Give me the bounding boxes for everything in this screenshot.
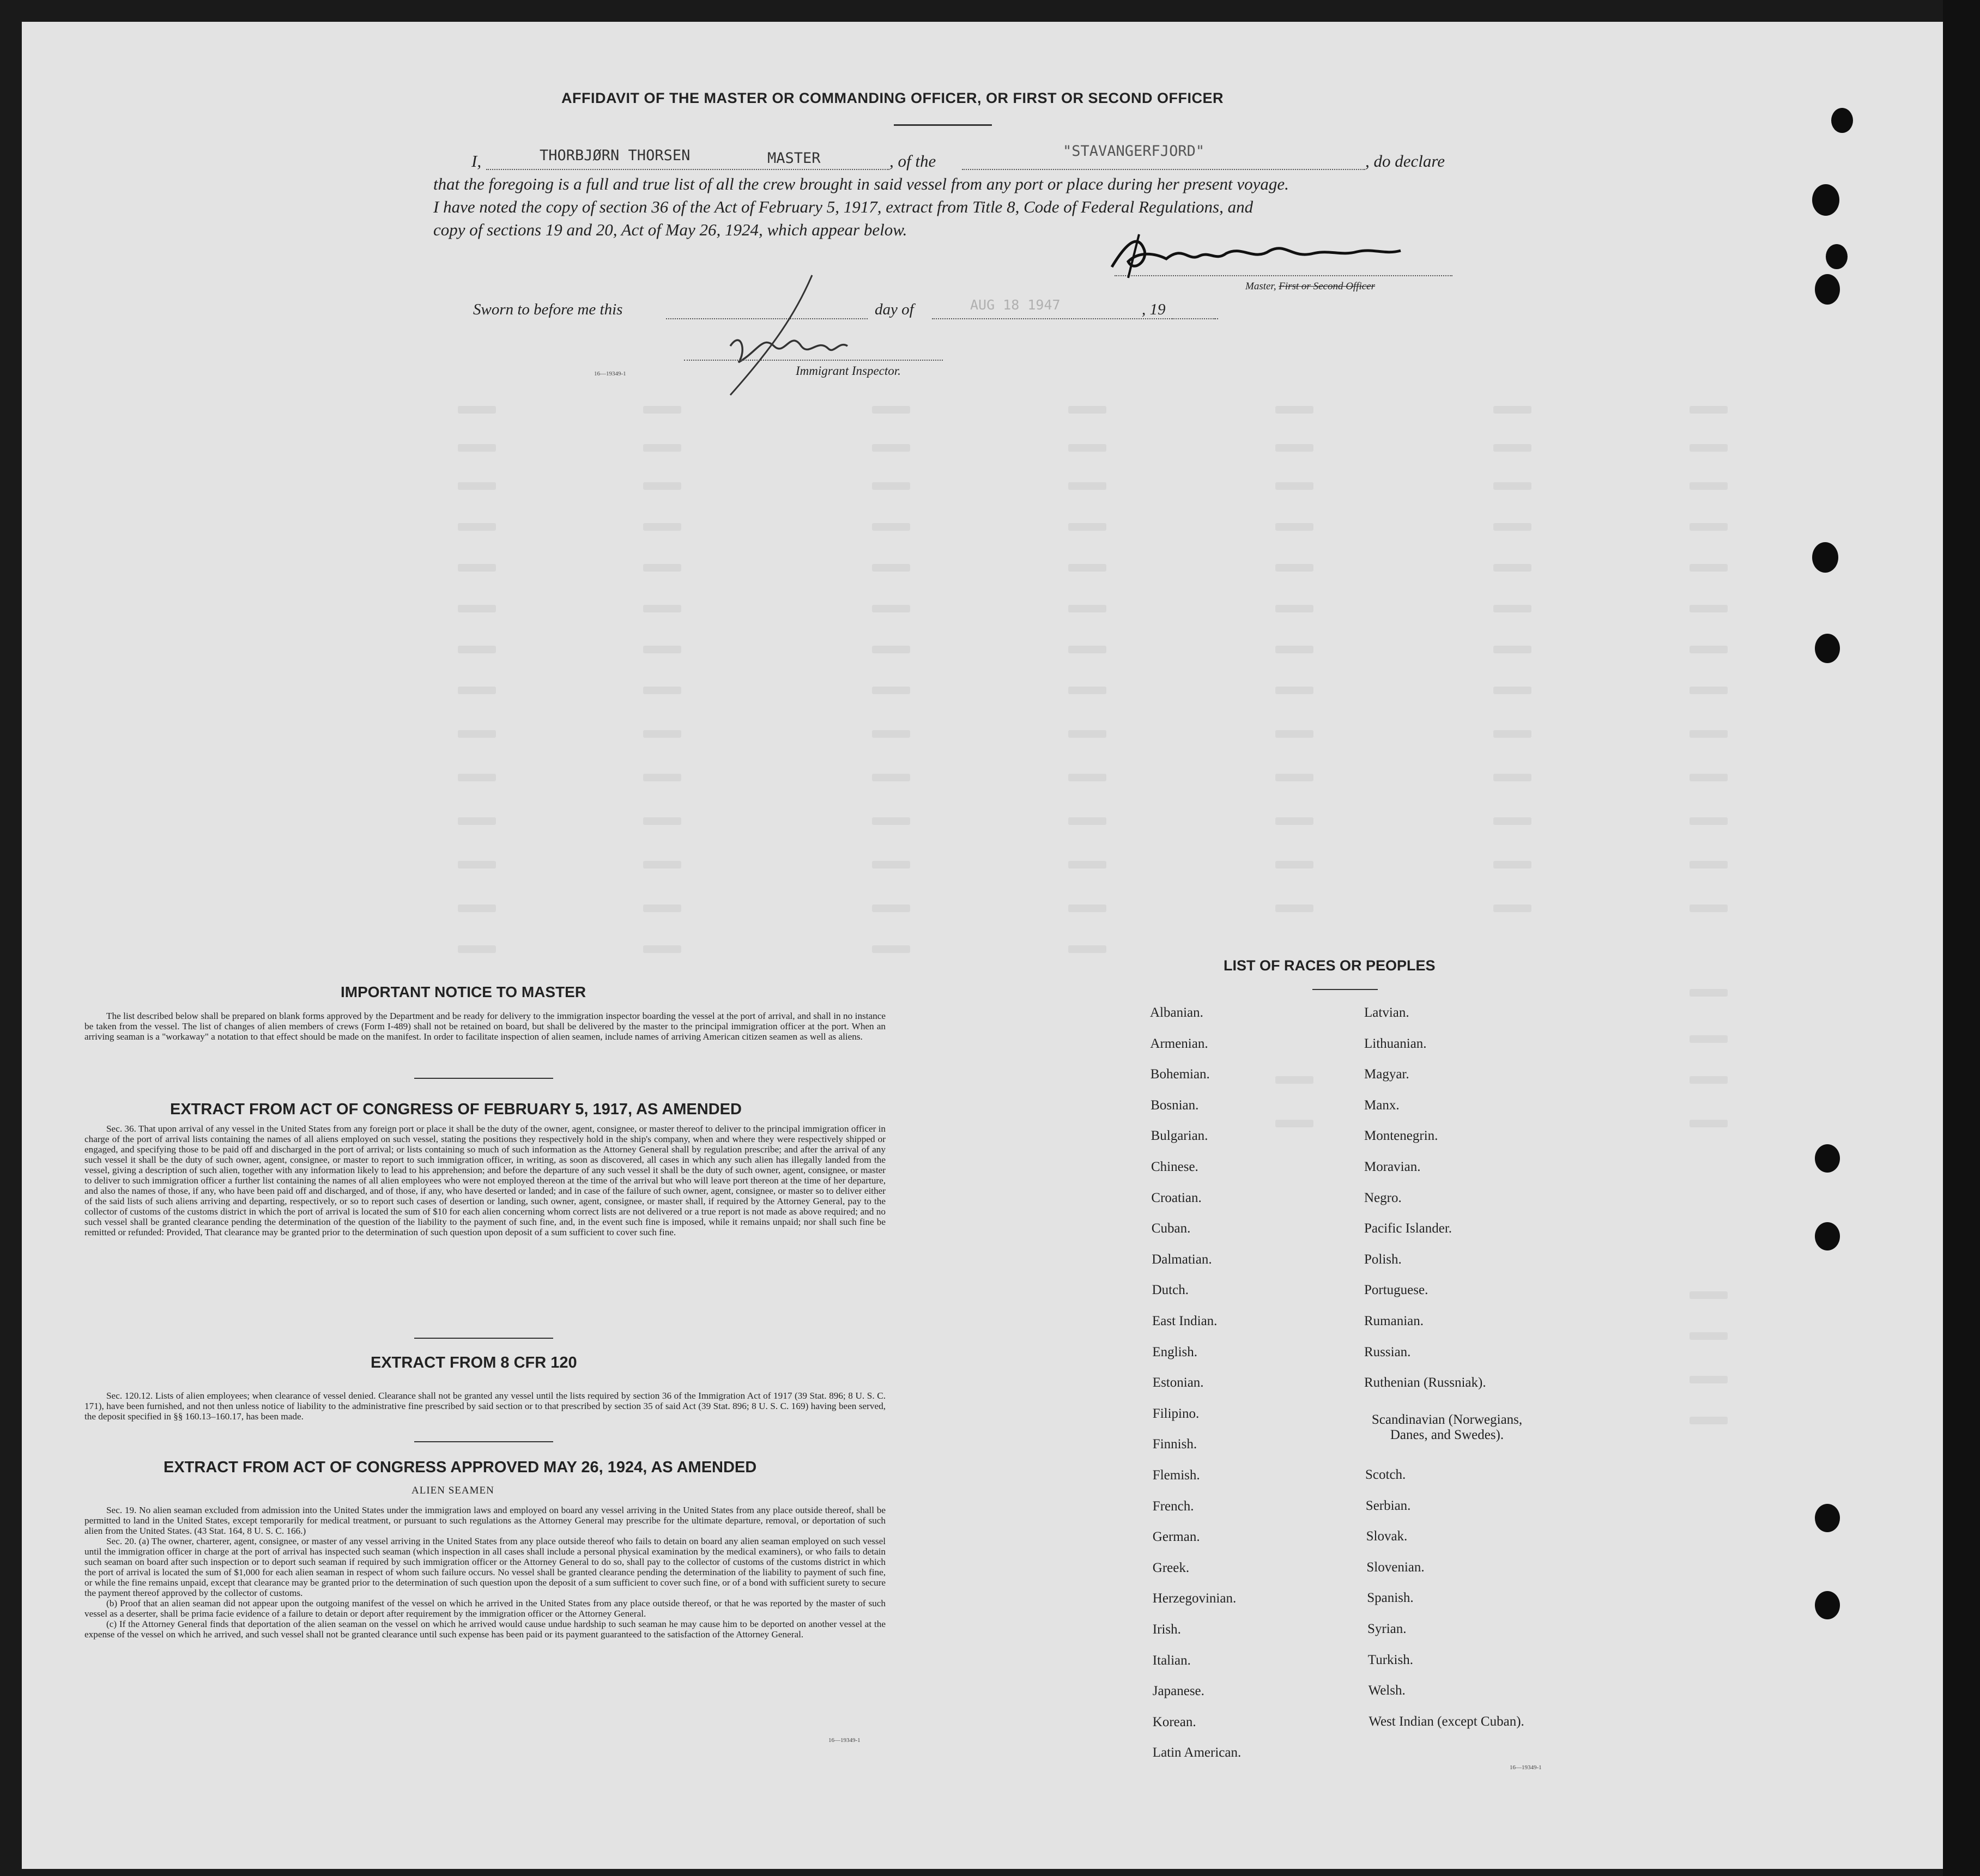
race-item: English. [1152, 1344, 1198, 1359]
punch-hole [1812, 184, 1839, 216]
race-item: Bosnian. [1151, 1097, 1199, 1113]
form-number-act-1924: 16—19349-1 [828, 1737, 861, 1744]
race-item: Armenian. [1150, 1036, 1208, 1051]
race-item: Bulgarian. [1151, 1128, 1208, 1144]
race-item: Lithuanian. [1364, 1036, 1427, 1051]
race-item: Italian. [1152, 1653, 1191, 1668]
race-item: Latvian. [1364, 1005, 1409, 1020]
punch-hole [1815, 1504, 1840, 1532]
race-item: Estonian. [1152, 1375, 1204, 1391]
divider [894, 124, 992, 126]
cfr-text [84, 1391, 886, 1422]
race-item: Turkish. [1367, 1652, 1413, 1667]
punch-hole [1812, 542, 1838, 573]
notice-title: IMPORTANT NOTICE TO MASTER [341, 983, 586, 1000]
section-20b-paragraph: (b) Proof that an alien seaman did not appear upon the outgoing manifest of the vessel on which he arrived in the United States from any place outside thereof, or that he was reported by the master of such vessel as a deserter, shall be prima facie evidence of a failure to detain or deport after requirement by the immigration officer or the Attorney General. [84, 1598, 886, 1619]
year-blank [1172, 318, 1215, 319]
affidavit-line-3: I have noted the copy of section 36 of the Act of February 5, 1917, extract from Title 8, Code of Federal Regulations, and [433, 197, 1254, 216]
affidavit-title: AFFIDAVIT OF THE MASTER OR COMMANDING OFFICER, OR FIRST OR SECOND OFFICER [561, 90, 1224, 106]
race-item: French. [1152, 1498, 1194, 1514]
section-20c-paragraph: (c) If the Attorney General finds that deportation of the alien seaman on the vessel on which he arrived would cause undue hardship to such seaman he may cause him to be deported on another vessel at the expense of the vessel on which he arrived, and such vessel shall not be granted clearance until such expense has been paid or its payment guaranteed to the satisfaction of the Attorney General. [84, 1619, 886, 1640]
race-item: Chinese. [1151, 1159, 1198, 1174]
year-text: , 19 [1142, 301, 1166, 318]
section-36-paragraph: Sec. 36. That upon arrival of any vessel in the United States from any foreign port or place it shall be the duty of the owner, agent, consignee, or master thereof to deliver to the principal immigration officer in charge of the port of arrival lists containing the names of all aliens employed on such vessel, stating the positions they respectively hold in the ship's company, when and where they were respectively shipped or engaged, and specifying those to be paid off and discharged in the port of arrival; or lists containing so much of such information as the Attorney General shall by regulation prescribe; and after the arrival of any such vessel it shall be the duty of such owner, agent, consignee, or master to report to such immigration officer, in writing, as soon as discovered, all cases in which any such alien has illegally landed from the vessel, giving a description of such alien, together with any information likely to lead to his apprehension; and before the departure of any such vessel it shall be the duty of such owner, agent, consignee, or master to deliver to such immigration officer a further list containing the names of all alien employees who were not employed thereon at the time of the arrival but who will leave port thereon at the time of her departure, and also the names of those, if any, who have been paid off and discharged, and of those, if any, who have deserted or landed; and in case of the failure of such owner, agent, consignee, or master so to deliver either of the said lists of such aliens arriving and departing, respectively, or so to report such cases of desertion or landing, such owner, agent, consignee, or master shall, if required by the Attorney General, pay to the collector of customs of the customs district in which the port of arrival is located the sum of $10 for each alien concerning whom correct lists are not delivered or a true report is not made as above required; and no such vessel shall be granted clearance pending the determination of the question of the liability to the payment of such fine, and, in the event such fine is imposed, while it remains unpaid; nor shall such fine be remitted or refunded: Provided, That clearance may be granted prior to the determination of such question upon deposit of a sum sufficient to cover such fine. [84, 1124, 886, 1237]
race-item: Latin American. [1152, 1745, 1242, 1760]
form-number-inspector: 16—19349-1 [594, 371, 626, 377]
name-blank [486, 169, 889, 170]
race-item: East Indian. [1152, 1314, 1218, 1328]
race-item: Slovak. [1366, 1529, 1408, 1544]
section-19-paragraph: Sec. 19. No alien seaman excluded from admission into the United States under the immigration laws and employed on board any vessel arriving in the United States from any place outside thereof, shall be permitted to land in the United States, except temporarily for medical treatment, or pursuant to such regulations as the Attorney General may prescribe for the ultimate departure, removal, or deportation of such alien from the United States. (43 Stat. 164, 8 U. S. C. 166.) [84, 1505, 886, 1536]
affidavit-line-4: copy of sections 19 and 20, Act of May 26, 1924, which appear below. [433, 220, 907, 239]
punch-hole [1815, 1222, 1840, 1250]
race-item: Welsh. [1368, 1683, 1406, 1698]
race-item: Flemish. [1152, 1468, 1200, 1483]
divider [1312, 989, 1378, 990]
race-item: Pacific Islander. [1364, 1221, 1452, 1236]
race-item: Greek. [1152, 1560, 1190, 1575]
inspector-line [684, 360, 943, 361]
inspector-signature [709, 270, 883, 411]
race-item: Moravian. [1364, 1159, 1421, 1174]
punch-hole [1815, 1144, 1840, 1173]
punch-hole [1815, 634, 1840, 663]
punch-hole [1826, 244, 1848, 269]
form-number-races: 16—19349-1 [1510, 1764, 1542, 1771]
race-item: Scotch. [1365, 1467, 1406, 1482]
punch-hole [1815, 274, 1840, 305]
divider [414, 1338, 553, 1339]
act-1924-title: EXTRACT FROM ACT OF CONGRESS APPROVED MAY 26, 1924, AS AMENDED [164, 1459, 757, 1476]
act-1924-text [84, 1505, 886, 1640]
divider [414, 1441, 553, 1442]
race-item-scandinavian: Scandinavian (Norwegians, Danes, and Swedes). [1371, 1412, 1523, 1442]
cfr-title: EXTRACT FROM 8 CFR 120 [371, 1354, 577, 1371]
notice-paragraph: The list described below shall be prepared on blank forms approved by the Department and be ready for delivery to the immigration inspector boarding the vessel at the port of arrival, and shall in no instance be taken from the vessel. The list of changes of alien members of crews (Form I-489) shall not be retained on board, but shall be delivered by the master to the principal immigration officer at the port. When an arriving seaman is a "workaway" a notation to that effect should be made on the manifest. In order to facilitate inspection of alien seamen, include names of arriving American citizen seamen as well as aliens. [84, 1011, 886, 1042]
races-title: LIST OF RACES OR PEOPLES [1224, 957, 1436, 974]
race-item: Portuguese. [1364, 1283, 1428, 1298]
race-item: Filipino. [1152, 1406, 1200, 1421]
race-item: Finnish. [1152, 1437, 1197, 1452]
section-20a-paragraph: Sec. 20. (a) The owner, charterer, agent, consignee, or master of any vessel arriving in the United States from any place outside thereof who fails to detain on board any alien seaman employed on such vessel until the immigration officer in charge at the port of arrival has inspected such seaman (which inspection in all cases shall include a personal physical examination by the medical examiners), or who fails to detain such seaman on board after such inspection or to deport such seaman if required by such immigration officer or the Attorney General to do so, shall pay to the collector of customs of the customs district in which the port of arrival is located the sum of $1,000 for each alien seaman in respect of whom such failure occurs. No vessel shall be granted clearance pending the determination of the liability to payment of such fine, or while the fine remains unpaid, except that clearance may be granted prior to the determination of such question upon the deposit of a sum sufficient to cover such fine, or of a bond with sufficient surety to secure the payment thereof approved by the collector of customs. [84, 1536, 886, 1598]
sworn-text: Sworn to before me this [473, 301, 623, 318]
race-item: Ruthenian (Russniak). [1364, 1375, 1486, 1391]
race-item: Cuban. [1151, 1221, 1191, 1236]
signer-caption-master: Master, [1245, 281, 1279, 292]
inspector-caption: Immigrant Inspector. [796, 364, 901, 378]
affidavit-line-1-mid: , of the [889, 151, 936, 171]
section-120-12-paragraph: Sec. 120.12. Lists of alien employees; when clearance of vessel denied. Clearance shall not be granted any vessel until the lists required by section 36 of the Immigration Act of 1917 (39 Stat. 896; 8 U. S. C. 171), have been furnished, and not then unless notice of liability to the administrative fine prescribed by said section or to that prescribed by section 35 of said Act (39 Stat. 896; 8 U. S. C. 169) having been served, the deposit specified in §§ 160.13–160.17, has been made. [84, 1391, 886, 1422]
race-item: Korean. [1152, 1714, 1196, 1729]
vessel-blank [962, 169, 1365, 170]
signer-caption-struck: First or Second Officer [1279, 281, 1376, 292]
signature-line [1115, 275, 1452, 276]
act-1917-text [84, 1124, 886, 1237]
race-item: Magyar. [1364, 1067, 1409, 1082]
affidavit-line-2: that the foregoing is a full and true list of all the crew brought in said vessel from any port or place during her present voyage. [433, 174, 1289, 193]
race-item: Croatian. [1151, 1190, 1202, 1205]
race-item: Polish. [1364, 1252, 1402, 1267]
race-item: Spanish. [1367, 1590, 1414, 1606]
signer-caption [1245, 281, 1375, 293]
race-item: Albanian. [1150, 1005, 1203, 1020]
date-stamp: AUG 18 1947 [970, 297, 1061, 313]
race-item: Manx. [1364, 1097, 1400, 1113]
vessel-name: "STAVANGERFJORD" [1063, 143, 1205, 160]
race-item: Dutch. [1152, 1283, 1189, 1298]
race-item: German. [1152, 1529, 1200, 1545]
race-item: Syrian. [1367, 1622, 1407, 1636]
divider [414, 1078, 553, 1079]
race-item: Bohemian. [1150, 1067, 1210, 1082]
day-of-text: day of [875, 301, 914, 318]
affidavit-line-1-prefix: I, [471, 151, 482, 171]
notice-text [84, 1011, 886, 1042]
master-name: THORBJØRN THORSEN [540, 147, 691, 164]
punch-hole [1831, 108, 1853, 133]
race-item: Japanese. [1152, 1684, 1204, 1699]
race-item: Serbian. [1365, 1498, 1411, 1513]
punch-hole [1815, 1591, 1840, 1619]
race-item: Rumanian. [1364, 1314, 1424, 1328]
race-item: Russian. [1364, 1344, 1411, 1359]
race-item: Herzegovinian. [1152, 1591, 1237, 1606]
race-item: Dalmatian. [1152, 1252, 1212, 1267]
race-item: Slovenian. [1366, 1559, 1425, 1575]
race-item: Montenegrin. [1364, 1128, 1438, 1144]
race-item: Negro. [1364, 1190, 1402, 1205]
master-rank: MASTER [767, 150, 821, 167]
scan-edge [1943, 0, 1980, 1876]
alien-seamen-subtitle: ALIEN SEAMEN [411, 1485, 494, 1496]
race-item: West Indian (except Cuban). [1369, 1714, 1524, 1729]
race-item: Irish. [1152, 1622, 1181, 1637]
act-1917-title: EXTRACT FROM ACT OF CONGRESS OF FEBRUARY 5, 1917, AS AMENDED [170, 1101, 742, 1118]
affidavit-line-1-suffix: , do declare [1365, 151, 1445, 171]
